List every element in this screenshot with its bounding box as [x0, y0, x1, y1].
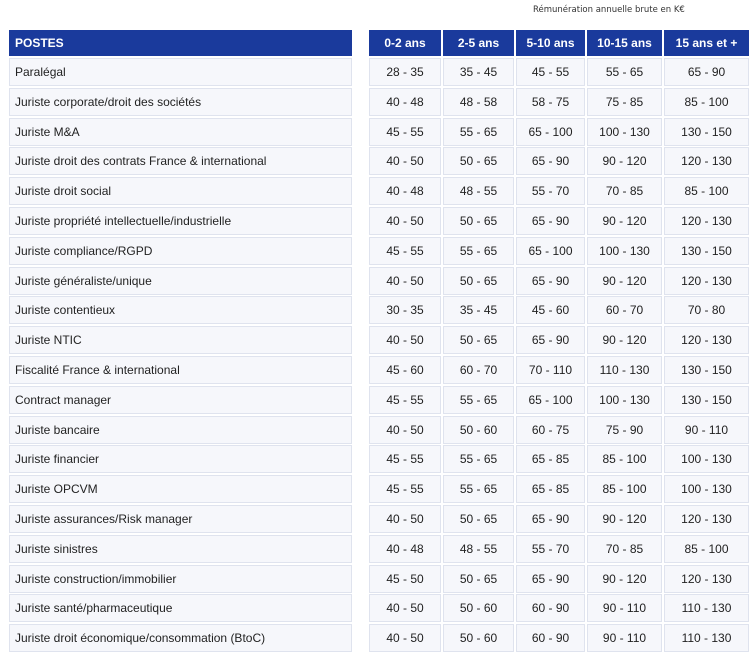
salary-range-cell: 45 - 55: [516, 58, 585, 86]
salary-range-cell: 90 - 120: [587, 505, 662, 533]
salary-range-cell: 65 - 100: [516, 237, 585, 265]
salary-range-cell: 40 - 50: [369, 624, 441, 652]
salary-range-cell: 65 - 90: [516, 326, 585, 354]
poste-name: Juriste M&A: [9, 118, 352, 146]
salary-range-cell: 60 - 90: [516, 624, 585, 652]
salary-range-cell: 90 - 110: [587, 624, 662, 652]
salary-range-cell: 110 - 130: [664, 594, 749, 622]
table-row: [0, 505, 750, 533]
salary-range-cell: 40 - 48: [369, 88, 441, 116]
salary-range-cell: 70 - 85: [587, 177, 662, 205]
salary-range-cell: 120 - 130: [664, 326, 749, 354]
salary-caption: Rémunération annuelle brute en K€: [533, 5, 685, 15]
salary-range-cell: 40 - 50: [369, 267, 441, 295]
salary-range-cell: 45 - 60: [369, 356, 441, 384]
salary-range-cell: 55 - 65: [587, 58, 662, 86]
salary-range-cell: 55 - 70: [516, 535, 585, 563]
table-row: [0, 475, 750, 503]
salary-range-cell: 65 - 90: [516, 207, 585, 235]
salary-range-cell: 45 - 50: [369, 565, 441, 593]
salary-range-cell: 40 - 50: [369, 505, 441, 533]
salary-range-cell: 60 - 75: [516, 416, 585, 444]
salary-range-cell: 65 - 90: [516, 267, 585, 295]
poste-name: Paralégal: [9, 58, 352, 86]
salary-range-cell: 50 - 60: [443, 416, 514, 444]
salary-range-cell: 35 - 45: [443, 296, 514, 324]
header-col-0-2: 0-2 ans: [369, 30, 441, 56]
poste-name: Juriste assurances/Risk manager: [9, 505, 352, 533]
table-row: [0, 118, 750, 146]
poste-name: Juriste compliance/RGPD: [9, 237, 352, 265]
table-row: [0, 356, 750, 384]
salary-range-cell: 48 - 58: [443, 88, 514, 116]
salary-range-cell: 60 - 70: [587, 296, 662, 324]
salary-range-cell: 65 - 90: [664, 58, 749, 86]
salary-range-cell: 90 - 120: [587, 565, 662, 593]
table-row: [0, 416, 750, 444]
salary-range-cell: 90 - 110: [587, 594, 662, 622]
salary-range-cell: 90 - 120: [587, 267, 662, 295]
salary-range-cell: 50 - 60: [443, 594, 514, 622]
salary-range-cell: 120 - 130: [664, 565, 749, 593]
salary-range-cell: 50 - 65: [443, 326, 514, 354]
salary-range-cell: 58 - 75: [516, 88, 585, 116]
salary-range-cell: 85 - 100: [664, 88, 749, 116]
salary-range-cell: 65 - 85: [516, 445, 585, 473]
salary-range-cell: 70 - 85: [587, 535, 662, 563]
salary-range-cell: 45 - 55: [369, 475, 441, 503]
poste-name: Juriste santé/pharmaceutique: [9, 594, 352, 622]
salary-range-cell: 85 - 100: [587, 445, 662, 473]
salary-range-cell: 50 - 65: [443, 207, 514, 235]
poste-name: Juriste contentieux: [9, 296, 352, 324]
salary-range-cell: 100 - 130: [587, 386, 662, 414]
salary-range-cell: 110 - 130: [587, 356, 662, 384]
salary-range-cell: 50 - 65: [443, 565, 514, 593]
salary-range-cell: 45 - 55: [369, 118, 441, 146]
salary-range-cell: 40 - 50: [369, 326, 441, 354]
salary-range-cell: 85 - 100: [664, 177, 749, 205]
poste-name: Juriste corporate/droit des sociétés: [9, 88, 352, 116]
header-col-5-10: 5-10 ans: [516, 30, 585, 56]
salary-range-cell: 55 - 65: [443, 118, 514, 146]
poste-name: Juriste droit des contrats France & international: [9, 147, 352, 175]
salary-range-cell: 65 - 90: [516, 565, 585, 593]
salary-range-cell: 40 - 48: [369, 535, 441, 563]
salary-range-cell: 120 - 130: [664, 267, 749, 295]
salary-range-cell: 120 - 130: [664, 505, 749, 533]
salary-range-cell: 130 - 150: [664, 118, 749, 146]
salary-range-cell: 65 - 100: [516, 118, 585, 146]
table-row: [0, 177, 750, 205]
salary-range-cell: 45 - 60: [516, 296, 585, 324]
salary-range-cell: 130 - 150: [664, 356, 749, 384]
salary-range-cell: 120 - 130: [664, 207, 749, 235]
salary-range-cell: 55 - 65: [443, 475, 514, 503]
salary-range-cell: 48 - 55: [443, 535, 514, 563]
header-col-15-plus: 15 ans et +: [664, 30, 749, 56]
salary-range-cell: 40 - 50: [369, 147, 441, 175]
table-row: [0, 624, 750, 652]
salary-range-cell: 130 - 150: [664, 386, 749, 414]
table-row: [0, 88, 750, 116]
poste-name: Juriste droit économique/consommation (BtoC): [9, 624, 352, 652]
table-row: [0, 237, 750, 265]
salary-range-cell: 50 - 60: [443, 624, 514, 652]
salary-range-cell: 70 - 80: [664, 296, 749, 324]
salary-range-cell: 110 - 130: [664, 624, 749, 652]
table-row: [0, 326, 750, 354]
table-row: [0, 386, 750, 414]
salary-range-cell: 90 - 120: [587, 147, 662, 175]
salary-range-cell: 35 - 45: [443, 58, 514, 86]
salary-range-cell: 70 - 110: [516, 356, 585, 384]
poste-name: Fiscalité France & international: [9, 356, 352, 384]
salary-range-cell: 60 - 90: [516, 594, 585, 622]
header-col-2-5: 2-5 ans: [443, 30, 514, 56]
salary-range-cell: 65 - 90: [516, 147, 585, 175]
salary-range-cell: 55 - 70: [516, 177, 585, 205]
table-row: [0, 594, 750, 622]
salary-range-cell: 90 - 120: [587, 207, 662, 235]
header-postes: POSTES: [9, 30, 352, 56]
salary-range-cell: 40 - 50: [369, 416, 441, 444]
salary-range-cell: 40 - 50: [369, 594, 441, 622]
table-row: [0, 445, 750, 473]
salary-range-cell: 85 - 100: [587, 475, 662, 503]
table-row: [0, 267, 750, 295]
table-row: [0, 147, 750, 175]
salary-range-cell: 40 - 48: [369, 177, 441, 205]
salary-range-cell: 60 - 70: [443, 356, 514, 384]
salary-range-cell: 30 - 35: [369, 296, 441, 324]
poste-name: Juriste propriété intellectuelle/industrielle: [9, 207, 352, 235]
salary-range-cell: 55 - 65: [443, 237, 514, 265]
salary-range-cell: 100 - 130: [664, 475, 749, 503]
salary-range-cell: 85 - 100: [664, 535, 749, 563]
salary-range-cell: 40 - 50: [369, 207, 441, 235]
table-row: [0, 296, 750, 324]
salary-range-cell: 100 - 130: [587, 118, 662, 146]
table-row: [0, 58, 750, 86]
table-row: [0, 535, 750, 563]
table-row: [0, 565, 750, 593]
salary-range-cell: 50 - 65: [443, 267, 514, 295]
salary-range-cell: 130 - 150: [664, 237, 749, 265]
salary-range-cell: 100 - 130: [664, 445, 749, 473]
poste-name: Contract manager: [9, 386, 352, 414]
salary-range-cell: 100 - 130: [587, 237, 662, 265]
poste-name: Juriste généraliste/unique: [9, 267, 352, 295]
salary-range-cell: 90 - 110: [664, 416, 749, 444]
salary-range-cell: 45 - 55: [369, 445, 441, 473]
salary-range-cell: 45 - 55: [369, 386, 441, 414]
poste-name: Juriste droit social: [9, 177, 352, 205]
salary-range-cell: 75 - 90: [587, 416, 662, 444]
salary-range-cell: 75 - 85: [587, 88, 662, 116]
salary-range-cell: 65 - 100: [516, 386, 585, 414]
salary-range-cell: 48 - 55: [443, 177, 514, 205]
salary-range-cell: 55 - 65: [443, 386, 514, 414]
salary-range-cell: 28 - 35: [369, 58, 441, 86]
poste-name: Juriste financier: [9, 445, 352, 473]
poste-name: Juriste construction/immobilier: [9, 565, 352, 593]
poste-name: Juriste bancaire: [9, 416, 352, 444]
header-col-10-15: 10-15 ans: [587, 30, 662, 56]
salary-range-cell: 55 - 65: [443, 445, 514, 473]
salary-range-cell: 120 - 130: [664, 147, 749, 175]
salary-range-cell: 50 - 65: [443, 505, 514, 533]
salary-range-cell: 65 - 85: [516, 475, 585, 503]
poste-name: Juriste OPCVM: [9, 475, 352, 503]
salary-range-cell: 90 - 120: [587, 326, 662, 354]
poste-name: Juriste sinistres: [9, 535, 352, 563]
salary-range-cell: 45 - 55: [369, 237, 441, 265]
salary-range-cell: 65 - 90: [516, 505, 585, 533]
salary-range-cell: 50 - 65: [443, 147, 514, 175]
table-row: [0, 207, 750, 235]
poste-name: Juriste NTIC: [9, 326, 352, 354]
